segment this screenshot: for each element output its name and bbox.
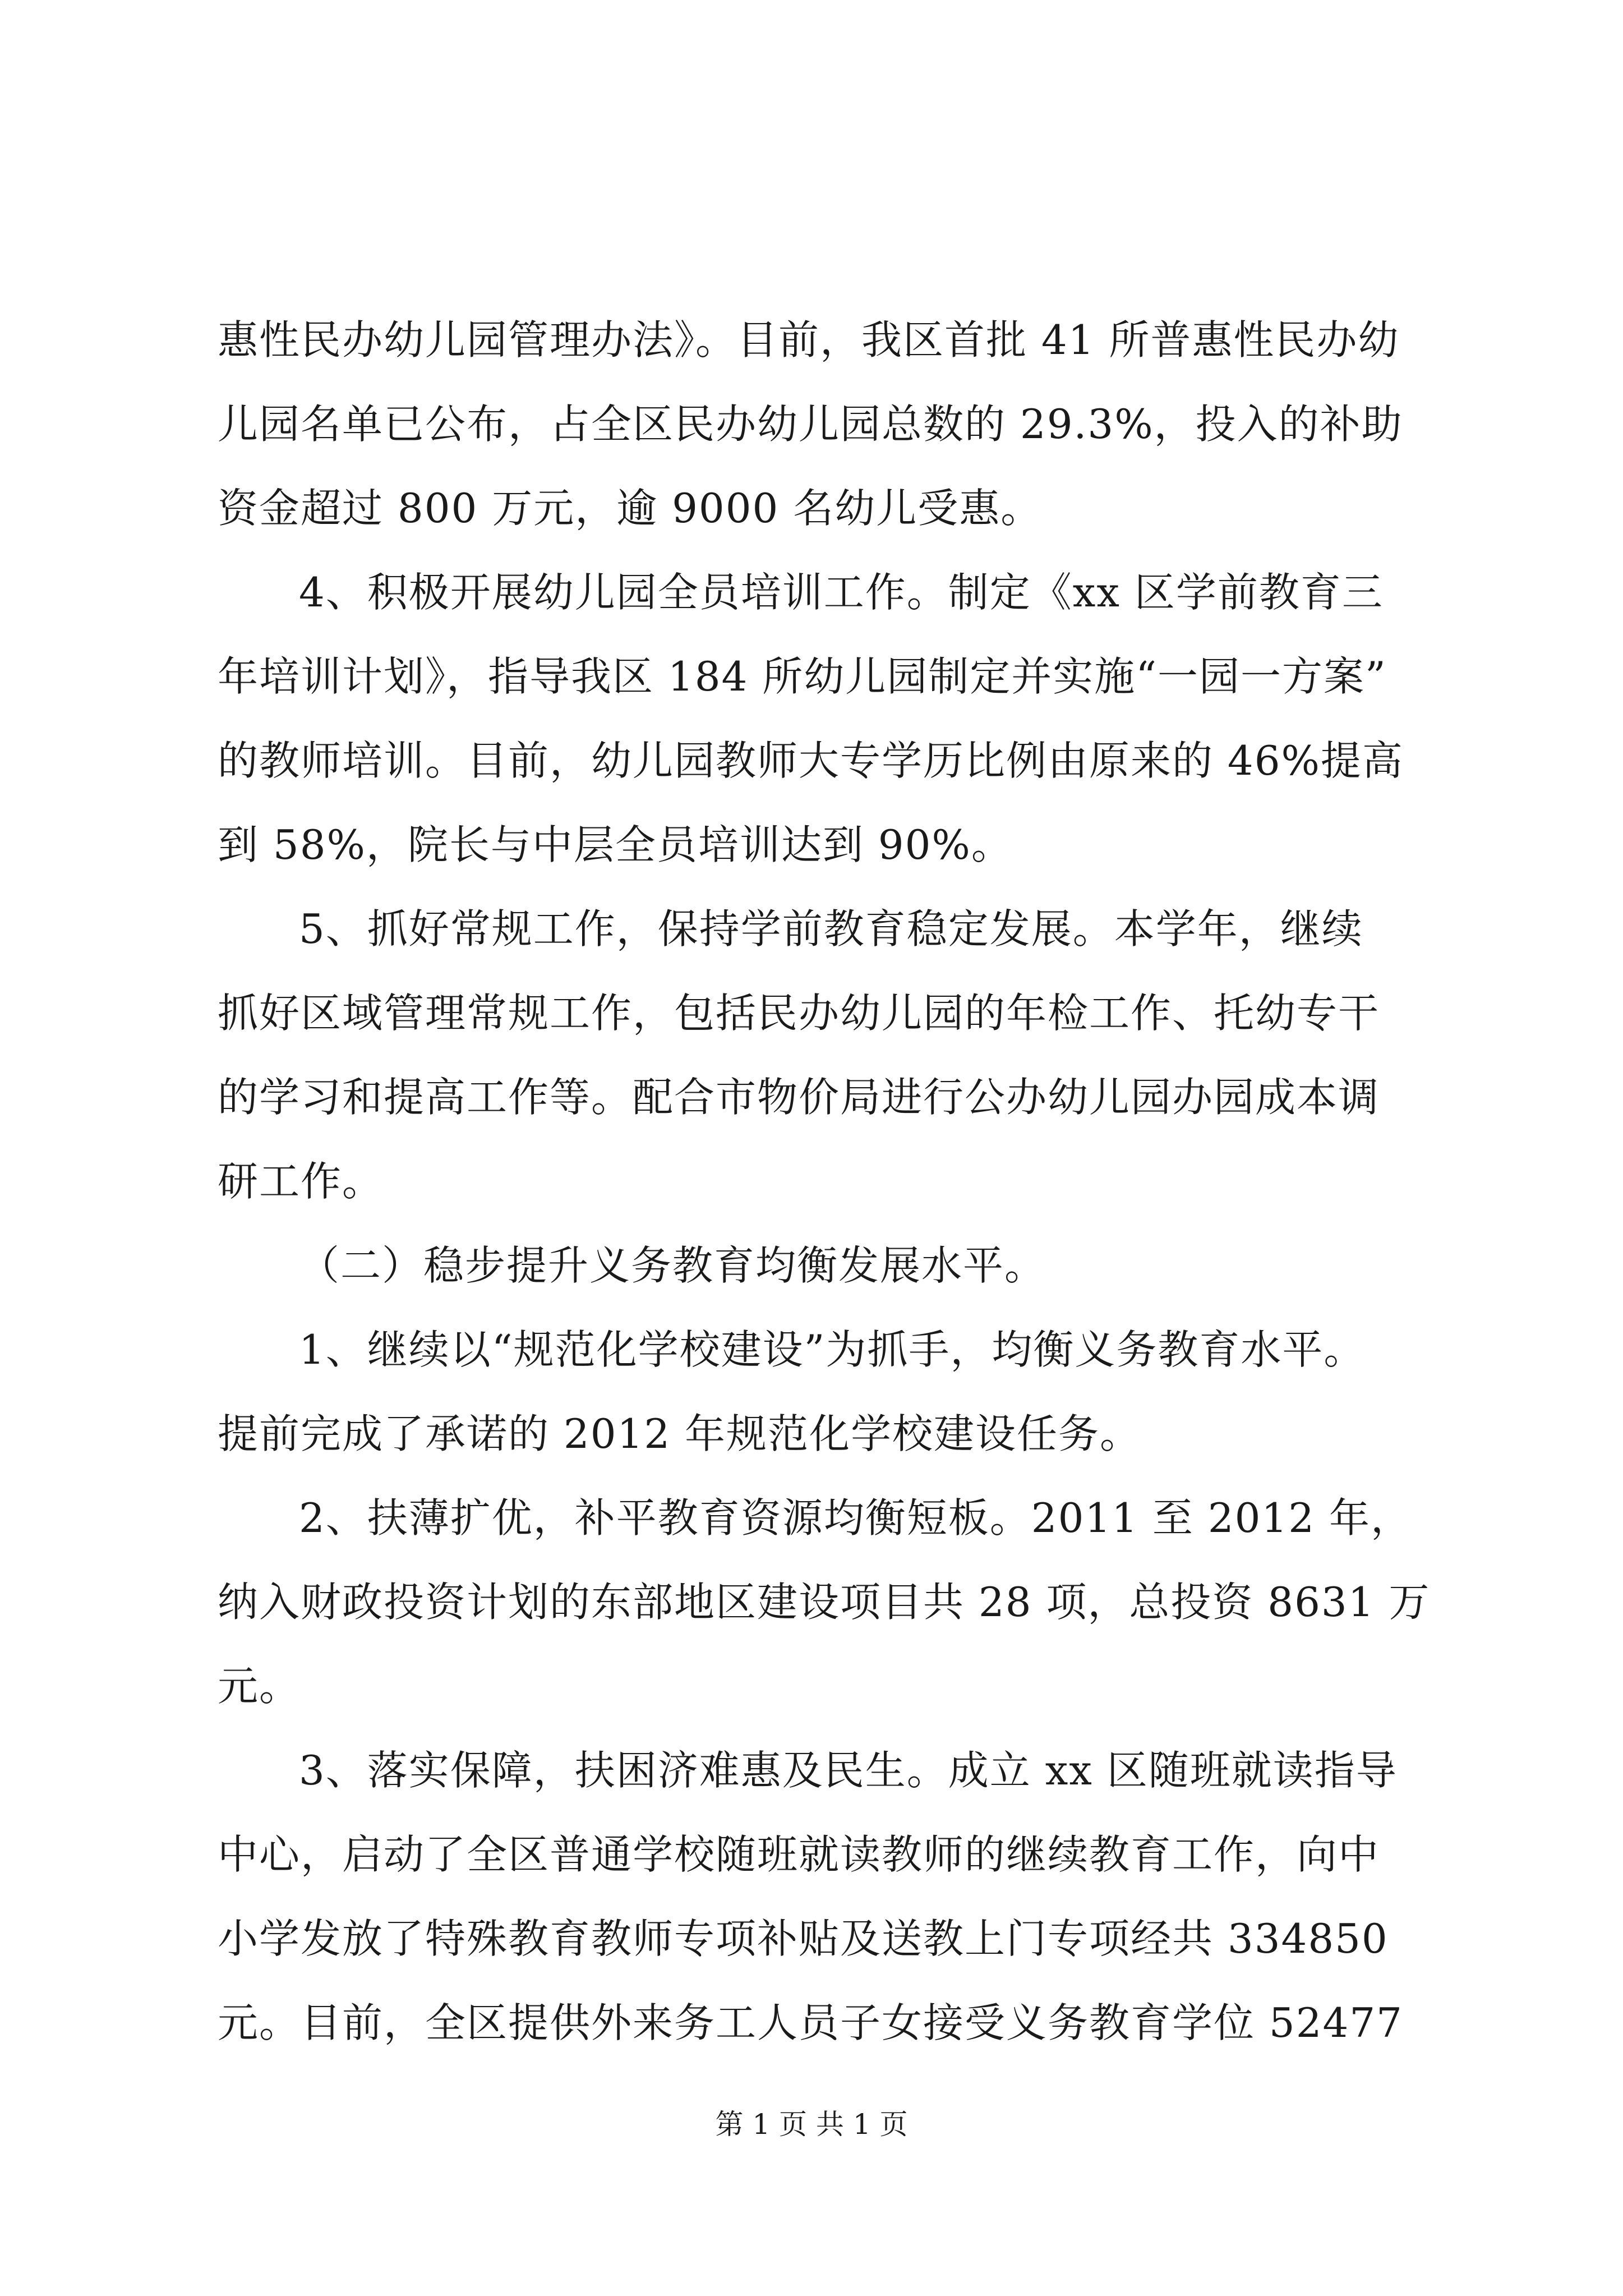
- text-line: 的教师培训。目前，幼儿园教师大专学历比例由原来的 46%提高: [218, 737, 1404, 784]
- page-footer: 第 1 页 共 1 页: [715, 2108, 908, 2141]
- text-line: 惠性民办幼儿园管理办法》。目前，我区首批 41 所普惠性民办幼: [218, 316, 1400, 364]
- text-line: 元。目前，全区提供外来务工人员子女接受义务教育学位 52477: [218, 1999, 1403, 2046]
- text-line: 2、扶薄扩优，补平教育资源均衡短板。2011 至 2012 年，: [299, 1494, 1412, 1542]
- text-line: 5、抓好常规工作，保持学前教育稳定发展。本学年，继续: [299, 905, 1363, 953]
- text-line: 资金超过 800 万元，逾 9000 名幼儿受惠。: [218, 485, 1043, 532]
- text-line: 1、继续以“规范化学校建设”为抓手，均衡义务教育水平。: [299, 1326, 1366, 1373]
- text-line: 儿园名单已公布，占全区民办幼儿园总数的 29.3%，投入的补助: [218, 401, 1403, 448]
- text-line: 3、落实保障，扶困济难惠及民生。成立 xx 区随班就读指导: [299, 1747, 1398, 1794]
- text-line: 中心，启动了全区普通学校随班就读教师的继续教育工作，向中: [218, 1831, 1380, 1878]
- text-line: 4、积极开展幼儿园全员培训工作。制定《xx 区学前教育三: [299, 569, 1384, 616]
- text-line: 研工作。: [218, 1158, 384, 1205]
- text-line: 小学发放了特殊教育教师专项补贴及送教上门专项经共 334850: [218, 1915, 1389, 1962]
- text-line: 抓好区域管理常规工作，包括民办幼儿园的年检工作、托幼专干: [218, 990, 1380, 1037]
- text-line: 年培训计划》，指导我区 184 所幼儿园制定并实施“一园一方案”: [218, 653, 1387, 700]
- text-line: 提前完成了承诺的 2012 年规范化学校建设任务。: [218, 1410, 1142, 1457]
- text-line: 元。: [218, 1663, 301, 1710]
- section-heading: （二）稳步提升义务教育均衡发展水平。: [299, 1242, 1046, 1289]
- text-line: 纳入财政投资计划的东部地区建设项目共 28 项，总投资 8631 万: [218, 1579, 1431, 1626]
- text-line: 的学习和提高工作等。配合市物价局进行公办幼儿园办园成本调: [218, 1074, 1380, 1121]
- text-line: 到 58%，院长与中层全员培训达到 90%。: [218, 821, 1013, 868]
